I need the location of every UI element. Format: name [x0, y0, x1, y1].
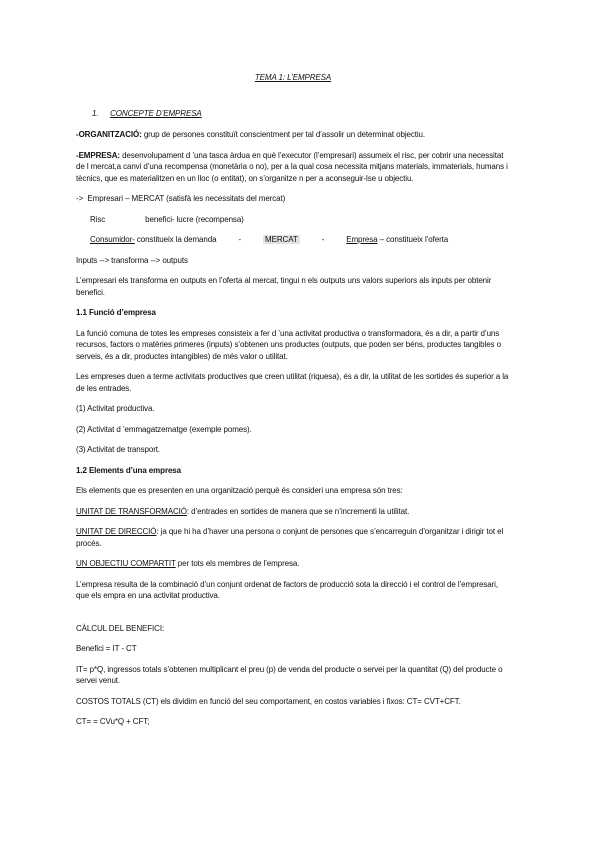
risc-label: Risc — [90, 214, 106, 224]
empresa-oferta-text: – constitueix l’oferta — [377, 235, 449, 244]
risc-text: benefici- lucre (recompensa) — [145, 214, 244, 224]
consumidor-text: constitueix la demanda — [134, 235, 217, 244]
section-title: CONCEPTE D’EMPRESA — [110, 108, 202, 118]
section-heading-concepte — [92, 108, 510, 120]
definition-organitzacio: grup de persones constituït conscientment per tal d’assolir un determinat objectiu. — [141, 130, 426, 139]
paragraph-resultat: L’empresa resulta de la combinació d’un conjunt ordenat de factors de producció sota la direcció i el control de l’empresari, que els empra en una activitat productiva. — [76, 579, 498, 600]
activity-item-2: (2) Activitat d ’emmagatzematge (exemple pomes). — [76, 424, 252, 434]
element-unitat-direccio — [76, 526, 510, 549]
risc-line — [76, 214, 510, 226]
paragraph-elements: Els elements que es presenten en una organització perquè és consideri una empresa són tres: — [76, 486, 403, 495]
activity-item-3: (3) Activitat de transport. — [76, 445, 161, 454]
inputs-outputs-line: Inputs --> transforma --> outputs — [76, 255, 188, 265]
paragraph-funcio-2: Les empreses duen a terme activitats productives que creen utilitat (riquesa), és a dir, la utilitat de les sortides és superior a la de les entrades. — [76, 372, 509, 393]
arrow-line — [76, 193, 510, 205]
term-consumidor: Consumidor- — [90, 235, 135, 244]
term-organitzacio: -ORGANITZACIÓ: — [76, 130, 142, 139]
definition-unitat-transformacio: : d’entrades en sortides de manera que se n’incrementi la utilitat. — [186, 506, 410, 516]
term-empresa: -EMPRESA: — [76, 150, 120, 160]
arrow-text: Empresari – MERCAT (satisfà les necessitats del mercat) — [87, 194, 286, 203]
heading-funcio-empresa: 1.1 Funció d’empresa — [76, 308, 156, 317]
element-unitat-transformacio — [76, 506, 510, 518]
term-unitat-transformacio: UNITAT DE TRANSFORMACIÓ — [76, 506, 187, 516]
element-objectiu-compartit — [76, 558, 510, 570]
document-title: TEMA 1: L’EMPRESA — [254, 73, 332, 82]
paragraph-funcio-1: La funció comuna de totes les empreses consisteix a fer d ’una activitat productiva o transformadora, és a dir, a partir d’uns recursos, factors o matèries primeres (inputs) s’obtenen uns productes (outputs, que poden ser béns, productes tangibles o serveis, és a dir, productes intangibles) de més valor o utilitat. — [76, 328, 501, 361]
activity-item-1: (1) Activitat productiva. — [76, 404, 155, 413]
paragraph-transformacio: L’empresari els transforma en outputs en l’oferta al mercat, tingui n els outputs uns valors superiors als inputs per obtenir benefici. — [76, 276, 492, 297]
heading-elements-empresa: 1.2 Elements d’una empresa — [76, 465, 182, 475]
term-objectiu-compartit: UN OBJECTIU COMPARTIT — [76, 559, 176, 568]
section-number: 1. — [92, 108, 99, 118]
consumidor-line — [76, 234, 510, 246]
paragraph-ingressos-totals: IT= p*Q, ingressos totals s’obtenen multiplicant el preu (p) de venda del producte o servei per la quantitat (Q) del producte o servei venut. — [76, 664, 503, 685]
heading-calcul-benefici: CÀLCUL DEL BENEFICI: — [76, 623, 165, 633]
paragraph-costos-totals: COSTOS TOTALS (CT) els dividim en funció del seu comportament, en costos variables i fixos: CT= CVT+CFT. — [76, 696, 461, 706]
paragraph-empresa — [76, 150, 510, 185]
dash: - — [321, 235, 325, 244]
formula-costos-totals: CT= = CVu*Q + CFT; — [76, 717, 150, 726]
definition-unitat-direccio: : ja que hi ha d’haver una persona o conjunt de persones que s’encarreguin d’organitzar i dirigir tot el procés. — [76, 527, 504, 548]
term-unitat-direccio: UNITAT DE DIRECCIÓ — [76, 527, 157, 536]
paragraph-organitzacio — [76, 129, 510, 141]
term-mercat: MERCAT — [265, 235, 298, 244]
definition-empresa: desenvolupament d ’una tasca àrdua en què l’executor (l’empresari) assumeix el risc, per cobrir una necessitat de l mercat,a canvi d’una recompensa (monetària o no), per a la qual cosa necessita mitjans materials, immaterials, humans i tècnics, que es materialitzen en un lloc (o entitat), on s’organitze n per a aconseguir-lse u objectiu. — [76, 150, 508, 183]
definition-objectiu-compartit: per tots els membres de l’empresa. — [175, 559, 300, 568]
formula-benefici: Benefici = IT - CT — [76, 644, 137, 653]
arrow-prefix: -> — [76, 194, 84, 203]
term-empresa-oferta: Empresa — [346, 235, 378, 244]
dash: - — [238, 235, 242, 244]
